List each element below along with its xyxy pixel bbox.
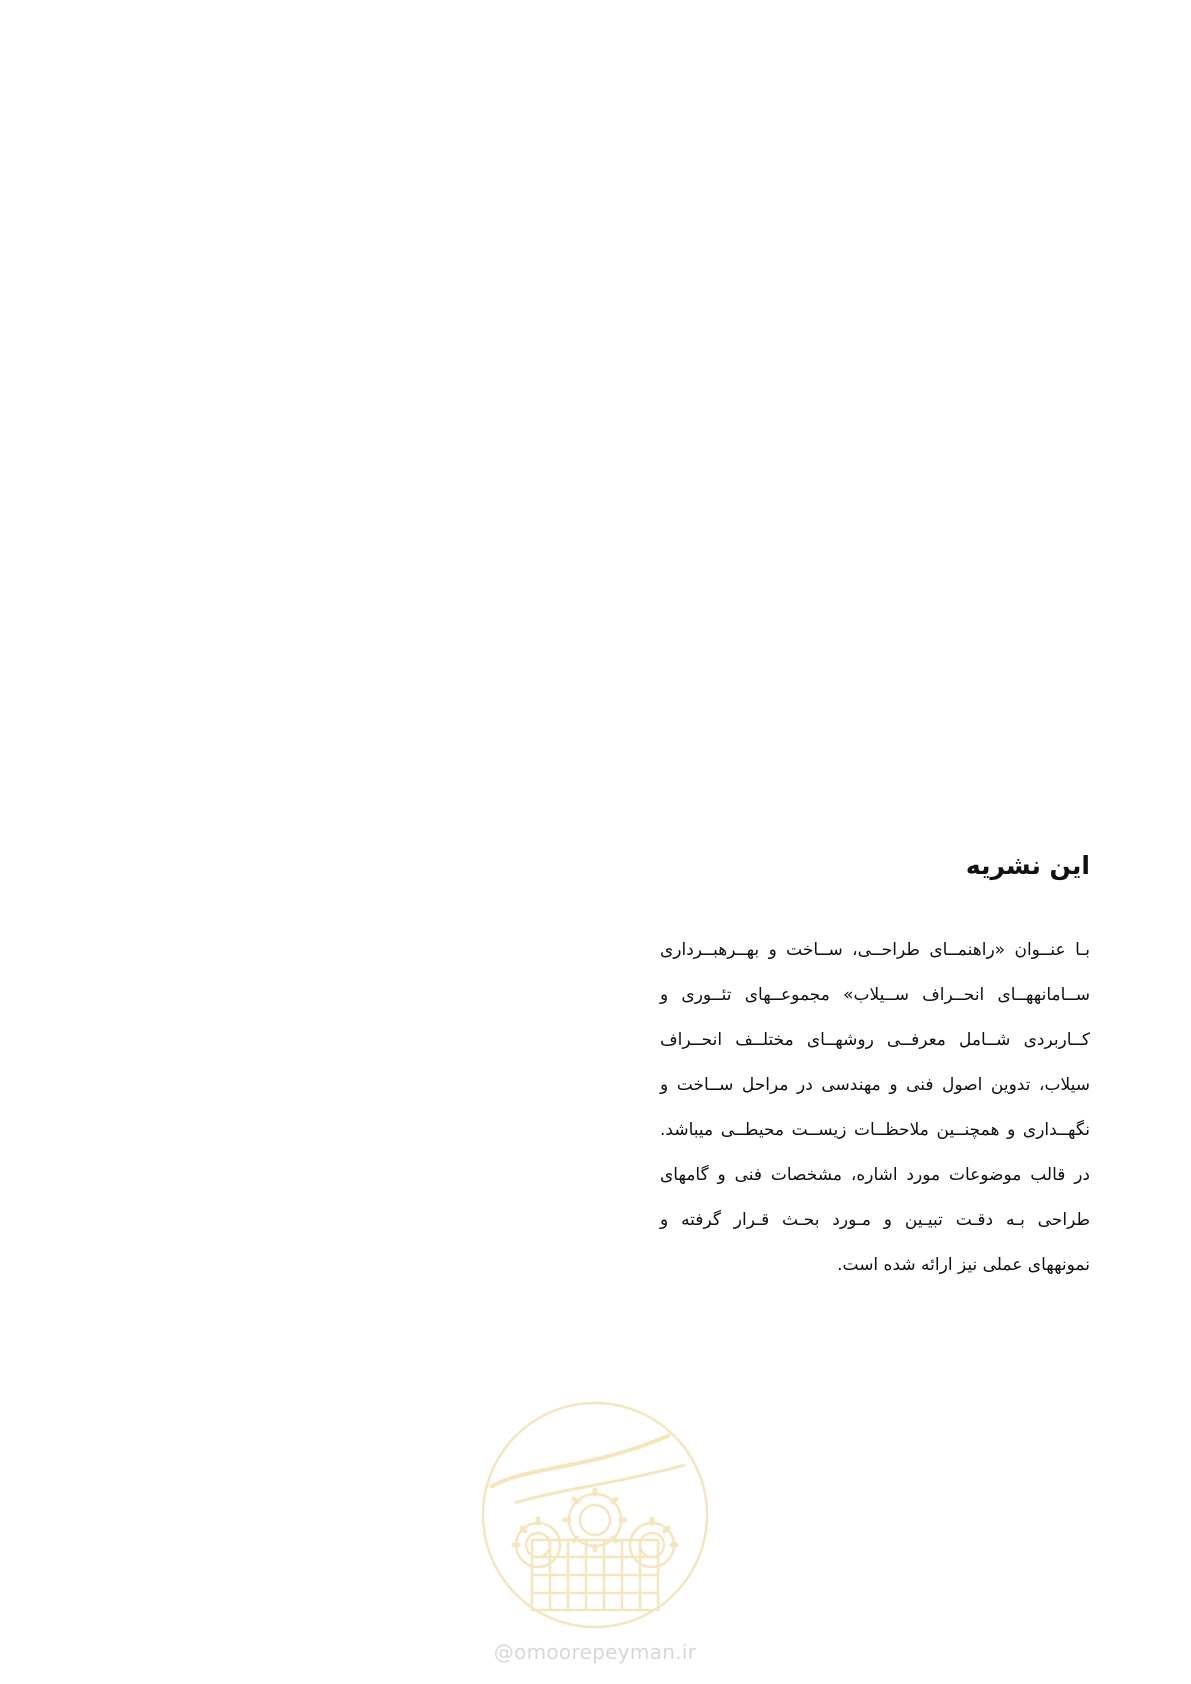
publication-intro-section (660, 850, 1090, 1288)
section-body-paragraph: بـا عنــوان «راهنمــای طراحــی، ســاخت و بهــرهبــرداری ســامانههــای انحــراف ســیلاب» مجموعــهای تئــوری و کــاربردی شــامل معرفــی روشهــای مختلــف انحــراف سیلاب، تدوین اصول فنی و مهندسی در مراحل ســاخت و نگهــداری و همچنــین ملاحظــات زیســت محیطــی میباشد. در قالب موضوعات مورد اشاره، مشخصات فنی و گامهای طراحی بـه دقـت تبیـین و مـورد بحـث قـرار گرفته و نمونههای عملی نیز ارائه شده است. (660, 940, 1090, 1275)
watermark-url: @omoorepeyman.ir (493, 1640, 697, 1664)
watermark-logo (470, 1395, 720, 1640)
watermark (470, 1395, 720, 1670)
section-title: این نشریه (965, 851, 1090, 880)
